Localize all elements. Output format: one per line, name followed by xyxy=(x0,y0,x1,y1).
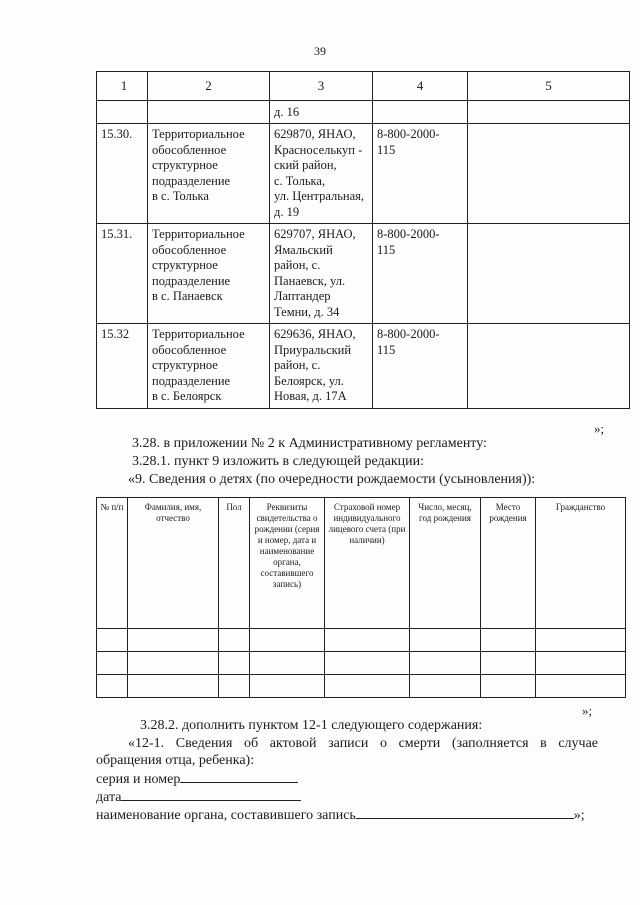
table2-closing-quote: »; xyxy=(582,703,593,718)
header-cell: 3 xyxy=(270,72,373,101)
table-row xyxy=(97,324,630,409)
address-cell xyxy=(270,324,373,409)
paragraph-item-9: «9. Сведения о детях (по очередности рождаемости (усыновления)): xyxy=(128,472,536,487)
table-header-row xyxy=(97,72,630,101)
address-cell xyxy=(270,224,373,324)
text-line: подразделение xyxy=(152,273,231,288)
text-line: обособленное xyxy=(152,142,227,157)
header-cell: Место рождения xyxy=(481,498,536,629)
text-line: Территориальное xyxy=(152,227,245,241)
table-cell xyxy=(468,124,630,224)
header-cell: Страховой номер индивидуального лицевого счета (при наличии) xyxy=(325,498,410,629)
text-line: Красноселькуп - xyxy=(274,142,363,157)
text-line: Белоярск, ул. xyxy=(274,373,344,388)
text-line: 629636, ЯНАО, xyxy=(274,327,356,341)
address-cell xyxy=(270,124,373,224)
text-line: Новая, д. 17А xyxy=(274,389,347,403)
table-cell xyxy=(468,224,630,324)
table-cell xyxy=(148,101,270,124)
text-line: 115 xyxy=(377,142,396,157)
organization-field xyxy=(96,806,585,824)
field-label: дата xyxy=(96,790,122,805)
address-cell: д. 16 xyxy=(270,101,373,124)
final-closing-quote: »; xyxy=(573,808,585,823)
text-line: 8-800-2000- xyxy=(377,327,440,341)
text-line: Ямальский xyxy=(274,242,333,257)
header-cell: Пол xyxy=(219,498,250,629)
text-line: д. 19 xyxy=(274,204,300,219)
text-line: 8-800-2000- xyxy=(377,227,440,241)
text-line: Темни, д. 34 xyxy=(274,304,340,319)
paragraph-3-28-2: 3.28.2. дополнить пунктом 12-1 следующего содержания: xyxy=(140,718,483,733)
field-label: наименование органа, составившего запись xyxy=(96,808,356,823)
text-line: ский район, xyxy=(274,158,337,172)
text-line: Приуральский xyxy=(274,342,352,357)
text-line: Территориальное xyxy=(152,327,245,341)
table-row xyxy=(97,224,630,324)
header-cell: Фамилия, имя, отчество xyxy=(128,498,219,629)
header-cell: № п/п xyxy=(97,498,128,629)
phone-cell xyxy=(373,324,468,409)
text-line: Территориальное xyxy=(152,127,245,141)
text-line: район, с. xyxy=(274,358,321,372)
text-line: с. Толька, xyxy=(274,173,326,188)
text-line: структурное xyxy=(152,358,218,372)
table-row xyxy=(97,124,630,224)
text-line: 115 xyxy=(377,342,396,357)
text-line: 629707, ЯНАО, xyxy=(274,227,356,241)
text-line: структурное xyxy=(152,158,218,172)
office-name-cell xyxy=(148,224,270,324)
table-cell xyxy=(97,101,148,124)
header-cell: Гражданство xyxy=(536,498,626,629)
paragraph-3-28: 3.28. в приложении № 2 к Административному регламенту: xyxy=(132,436,487,451)
header-cell: 2 xyxy=(148,72,270,101)
text-line: 115 xyxy=(377,242,396,257)
series-number-field xyxy=(96,770,298,788)
table-row xyxy=(97,629,626,652)
text-line: Панаевск, ул. xyxy=(274,273,346,288)
text-line: 629870, ЯНАО, xyxy=(274,127,356,141)
text-line: в с. Панаевск xyxy=(152,289,223,303)
table-cell xyxy=(373,101,468,124)
paragraph-12-1-line1: «12-1. Сведения об актовой записи о смерти (заполняется в случае xyxy=(128,736,598,751)
paragraph-12-1-line2: обращения отца, ребенка): xyxy=(96,753,255,768)
offices-table xyxy=(96,71,630,409)
row-number: 15.30. xyxy=(97,124,148,224)
text-line: структурное xyxy=(152,258,218,272)
row-number: 15.31. xyxy=(97,224,148,324)
phone-cell xyxy=(373,124,468,224)
phone-cell xyxy=(373,224,468,324)
text-line: 8-800-2000- xyxy=(377,127,440,141)
header-cell: 5 xyxy=(468,72,630,101)
row-number: 15.32 xyxy=(97,324,148,409)
header-cell: Число, месяц, год рождения xyxy=(410,498,481,629)
text-line: обособленное xyxy=(152,242,227,257)
series-number-blank xyxy=(180,770,298,783)
text-line: в с. Белоярск xyxy=(152,389,222,403)
text-line: в с. Толька xyxy=(152,189,209,203)
table-row xyxy=(97,675,626,698)
date-field xyxy=(96,788,301,806)
office-name-cell xyxy=(148,324,270,409)
table-cell xyxy=(468,324,630,409)
text-line: район, с. xyxy=(274,258,321,272)
text-line: обособленное xyxy=(152,342,227,357)
children-table xyxy=(96,497,626,698)
table-row xyxy=(97,652,626,675)
table-header-row xyxy=(97,498,626,629)
text-line: ул. Центральная, xyxy=(274,189,365,203)
table-cell xyxy=(468,101,630,124)
paragraph-3-28-1: 3.28.1. пункт 9 изложить в следующей редакции: xyxy=(132,454,424,469)
header-cell: 1 xyxy=(97,72,148,101)
text-line: Лаптандер xyxy=(274,289,331,303)
header-cell: Реквизиты свидетельства о рождении (серия и номер, дата и наименование органа, составившего запись) xyxy=(250,498,325,629)
page-number: 39 xyxy=(314,44,326,58)
field-label: серия и номер xyxy=(96,772,181,787)
header-cell: 4 xyxy=(373,72,468,101)
text-line: подразделение xyxy=(152,373,231,388)
organization-blank xyxy=(356,806,574,819)
text-line: подразделение xyxy=(152,173,231,188)
office-name-cell xyxy=(148,124,270,224)
table1-closing-quote: »; xyxy=(594,421,605,436)
table-row xyxy=(97,101,630,124)
date-blank xyxy=(121,788,301,801)
